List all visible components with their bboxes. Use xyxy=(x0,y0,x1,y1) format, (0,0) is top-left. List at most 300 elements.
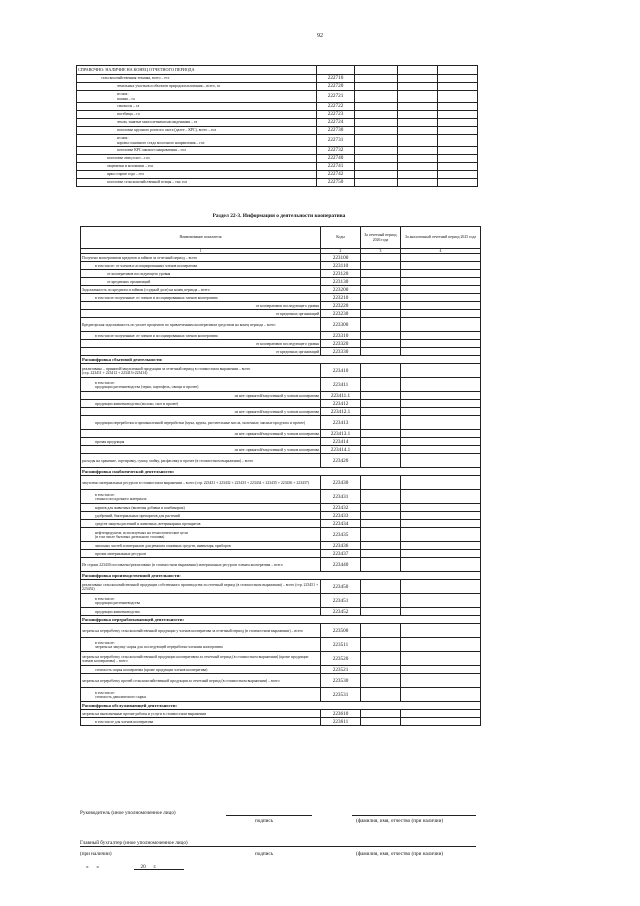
indicator-label: в том числе: от членов и ассоциированных членов кооператива xyxy=(81,262,321,270)
indicator-value-cell[interactable] xyxy=(401,318,481,332)
indicator-value-cell[interactable] xyxy=(361,254,401,262)
indicator-row xyxy=(81,286,481,294)
inventory-value-cell[interactable] xyxy=(355,135,398,147)
accountant-sub-label: (при наличии) xyxy=(80,851,112,857)
inventory-value-cell[interactable] xyxy=(398,147,438,155)
indicator-label: реализовано – принятой/закупленной продукции за отчетный период в стоимостном выражении – всего (стр. 223411 + 223412 + 223413+223414) xyxy=(81,364,321,378)
indicator-code: 223412.1 xyxy=(321,408,361,416)
indicator-label: в том числе: стоимость давальческого сырья xyxy=(81,688,321,702)
indicator-code: 223413.1 xyxy=(321,430,361,438)
indicator-value-cell[interactable] xyxy=(401,310,481,318)
inventory-value-cell[interactable] xyxy=(438,111,478,119)
inventory-row xyxy=(77,119,478,127)
indicator-code: 223530 xyxy=(321,674,361,688)
indicator-label: затраты на переработку сельскохозяйственной продукции кооперативом за отчетный период (в стоимостном выражении) (кроме продукции членов кооператива) – всего xyxy=(81,652,321,666)
indicator-row xyxy=(81,270,481,278)
indicator-value-cell[interactable] xyxy=(361,400,401,408)
inventory-table xyxy=(76,65,478,187)
indicator-label: из нее: принятой/закупленной у членов кооператива xyxy=(81,430,321,438)
indicator-label: нефтепродуктов, используемых на технологические цели (в том числе бытовых дизельного топлива) xyxy=(81,528,321,542)
inventory-row-code: 222724 xyxy=(317,119,355,127)
indicator-value-cell[interactable] xyxy=(361,364,401,378)
indicator-value-cell[interactable] xyxy=(361,332,401,340)
indicator-label: в том числе: семян и посадочного материала xyxy=(81,490,321,504)
indicator-row xyxy=(81,558,481,572)
inventory-value-cell[interactable] xyxy=(438,179,478,187)
inventory-row-label: поголовье сельскохозяйственной птицы – тыс гол xyxy=(77,179,317,187)
inventory-value-cell[interactable] xyxy=(398,171,438,179)
inventory-value-cell[interactable] xyxy=(355,75,398,83)
indicator-value-cell[interactable] xyxy=(401,392,481,400)
indicator-value-cell[interactable] xyxy=(401,416,481,430)
head-signature-line xyxy=(226,815,312,816)
inventory-value-cell[interactable] xyxy=(355,83,398,91)
indicator-row xyxy=(81,710,481,718)
inventory-value-cell[interactable] xyxy=(398,163,438,171)
head-signature-label: Руководитель (иное уполномоченное лицо) xyxy=(80,810,176,816)
indicator-row xyxy=(81,400,481,408)
inventory-row xyxy=(77,83,478,91)
indicator-row xyxy=(81,528,481,542)
indicator-value-cell[interactable] xyxy=(401,550,481,558)
indicator-row xyxy=(81,718,481,726)
indicator-value-cell[interactable] xyxy=(361,318,401,332)
inventory-row xyxy=(77,155,478,163)
indicator-value-cell[interactable] xyxy=(401,378,481,392)
inventory-row-label: поголовье КРС мясного направления – гол xyxy=(77,147,317,155)
indicator-value-cell[interactable] xyxy=(401,476,481,490)
indicator-row xyxy=(81,638,481,652)
inventory-value-cell[interactable] xyxy=(438,83,478,91)
indicator-row xyxy=(81,454,481,468)
accountant-line xyxy=(80,846,476,847)
inventory-value-cell[interactable] xyxy=(355,171,398,179)
column-number: 3 xyxy=(361,249,401,254)
inventory-value-cell[interactable] xyxy=(438,127,478,135)
indicator-label: в том числе полученные: от членов и ассоциированных членов кооператива xyxy=(81,294,321,302)
date-line: « » 20 г. xyxy=(86,864,157,870)
section-heading-row xyxy=(81,468,481,476)
indicator-value-cell[interactable] xyxy=(401,558,481,572)
indicator-value-cell[interactable] xyxy=(361,278,401,286)
indicator-label: удобрений, бактериальных препаратов для растений xyxy=(81,512,321,520)
indicator-label: расходы на хранение, сортировку, сушку, мойку, расфасовку и прочее (в стоимостном выражении) – всего xyxy=(81,454,321,468)
indicator-label: прочих материальных ресурсов xyxy=(81,550,321,558)
indicator-value-cell[interactable] xyxy=(401,490,481,504)
indicator-value-cell[interactable] xyxy=(401,624,481,638)
indicator-value-cell[interactable] xyxy=(361,446,401,454)
indicator-code: 223410 xyxy=(321,364,361,378)
indicator-value-cell[interactable] xyxy=(401,302,481,310)
inventory-value-cell[interactable] xyxy=(438,75,478,83)
inventory-value-cell[interactable] xyxy=(355,119,398,127)
column-number: 1 xyxy=(81,249,321,254)
column-header-code: Коды xyxy=(321,227,361,249)
indicator-value-cell[interactable] xyxy=(401,710,481,718)
head-fio-line xyxy=(352,815,476,816)
indicator-value-cell[interactable] xyxy=(361,666,401,674)
indicator-label: запасных частей и материалов для ремонта основных средств, инвентаря, приборов xyxy=(81,542,321,550)
indicator-row xyxy=(81,348,481,356)
indicator-value-cell[interactable] xyxy=(401,652,481,666)
indicator-row xyxy=(81,542,481,550)
indicator-value-cell[interactable] xyxy=(361,718,401,726)
indicator-value-cell[interactable] xyxy=(361,294,401,302)
indicator-value-cell[interactable] xyxy=(361,270,401,278)
indicator-value-cell[interactable] xyxy=(361,490,401,504)
indicator-row xyxy=(81,666,481,674)
inventory-value-cell[interactable] xyxy=(355,179,398,187)
indicator-row xyxy=(81,254,481,262)
indicator-code: 223611 xyxy=(321,718,361,726)
indicator-label: в том числе: продукции растениеводства (зерно, картофель, овощи и прочее) xyxy=(81,378,321,392)
indicator-value-cell[interactable] xyxy=(361,286,401,294)
inventory-row-code: 222730 xyxy=(317,127,355,135)
inventory-value-cell[interactable] xyxy=(398,127,438,135)
indicator-label: затраты на переработку сельскохозяйственной продукции у членов кооператива за отчетный период (в стоимостном выражении) – всего xyxy=(81,624,321,638)
indicator-value-cell[interactable] xyxy=(361,512,401,520)
indicator-label: в том числе для членов кооператива xyxy=(81,718,321,726)
indicator-value-cell[interactable] xyxy=(401,400,481,408)
inventory-row-label: пастбища – га xyxy=(77,111,317,119)
indicator-value-cell[interactable] xyxy=(361,594,401,608)
indicator-code: 223420 xyxy=(321,454,361,468)
indicator-code: 223130 xyxy=(321,278,361,286)
inventory-row xyxy=(77,91,478,103)
indicator-value-cell[interactable] xyxy=(401,446,481,454)
inventory-table-header: СПРАВОЧНО: НАЛИЧИЕ НА КОНЕЦ ОТЧЕТНОГО ПЕРИОДА xyxy=(77,66,317,75)
inventory-row-code: 222731 xyxy=(317,135,355,147)
indicator-label: затраты на переработку прочей сельскохозяйственной продукции за отчетный период (в стоимостном выражении) – всего xyxy=(81,674,321,688)
column-header-current: За отчетный период 2026 года xyxy=(361,227,401,249)
inventory-value-cell[interactable] xyxy=(355,127,398,135)
inventory-row xyxy=(77,135,478,147)
section-heading-row xyxy=(81,356,481,364)
inventory-row-label: ярки старше года – гол xyxy=(77,171,317,179)
indicator-label: от кооперативов последующего уровня xyxy=(81,270,321,278)
indicator-label: кормов для животных (включая добавки и комбикорма) xyxy=(81,504,321,512)
indicator-code: 223511 xyxy=(321,638,361,652)
indicator-value-cell[interactable] xyxy=(401,512,481,520)
indicator-code: 223100 xyxy=(321,254,361,262)
indicator-value-cell[interactable] xyxy=(361,302,401,310)
indicator-value-cell[interactable] xyxy=(401,454,481,468)
inventory-row xyxy=(77,147,478,155)
indicator-label: от кредитных организаций xyxy=(81,310,321,318)
indicator-label: Расшифровка производственной деятельности: xyxy=(81,572,481,580)
indicator-value-cell[interactable] xyxy=(361,262,401,270)
indicator-code: 223436 xyxy=(321,542,361,550)
indicator-code: 223435 xyxy=(321,528,361,542)
indicator-value-cell[interactable] xyxy=(361,416,401,430)
inventory-value-cell[interactable] xyxy=(355,163,398,171)
indicator-row xyxy=(81,652,481,666)
inventory-value-cell[interactable] xyxy=(398,75,438,83)
indicator-value-cell[interactable] xyxy=(401,286,481,294)
inventory-value-cell[interactable] xyxy=(398,135,438,147)
indicator-value-cell[interactable] xyxy=(401,278,481,286)
indicator-row xyxy=(81,416,481,430)
indicator-value-cell[interactable] xyxy=(401,348,481,356)
indicator-row xyxy=(81,608,481,616)
inventory-row-code: 222710 xyxy=(317,75,355,83)
indicator-value-cell[interactable] xyxy=(361,348,401,356)
inventory-row xyxy=(77,111,478,119)
indicator-label: Получено кооперативом кредитов и займов за отчетный период – всего xyxy=(81,254,321,262)
indicator-value-cell[interactable] xyxy=(361,558,401,572)
indicator-value-cell[interactable] xyxy=(361,310,401,318)
indicator-row xyxy=(81,504,481,512)
indicator-code: 223433 xyxy=(321,512,361,520)
indicator-row xyxy=(81,294,481,302)
inventory-row-code: 222732 xyxy=(317,147,355,155)
indicator-value-cell[interactable] xyxy=(361,688,401,702)
indicator-value-cell[interactable] xyxy=(361,520,401,528)
date-month-line xyxy=(134,869,184,870)
indicator-code: 223110 xyxy=(321,262,361,270)
indicator-row xyxy=(81,310,481,318)
inventory-value-cell[interactable] xyxy=(398,83,438,91)
indicator-label: в том числе: продукции растениеводства xyxy=(81,594,321,608)
indicator-value-cell[interactable] xyxy=(361,550,401,558)
indicator-row xyxy=(81,674,481,688)
indicator-row xyxy=(81,278,481,286)
page-number: 92 xyxy=(317,33,323,39)
indicator-code: 223440 xyxy=(321,558,361,572)
indicator-label: продукции животноводства (молоко, скот и прочее) xyxy=(81,400,321,408)
indicator-value-cell[interactable] xyxy=(401,520,481,528)
inventory-row-label: земельных участков и объектов природопользования – всего, га xyxy=(77,83,317,91)
indicator-value-cell[interactable] xyxy=(401,262,481,270)
indicator-value-cell[interactable] xyxy=(401,408,481,416)
indicator-code: 223430 xyxy=(321,476,361,490)
indicator-row xyxy=(81,392,481,400)
column-number: 4 xyxy=(401,249,481,254)
indicator-code: 223610 xyxy=(321,710,361,718)
inventory-row-label: из них: пашни – га xyxy=(77,91,317,103)
inventory-row xyxy=(77,179,478,187)
indicator-row xyxy=(81,512,481,520)
inventory-value-cell[interactable] xyxy=(355,111,398,119)
inventory-value-cell[interactable] xyxy=(398,155,438,163)
inventory-row-label: поголовье овец и коз – гол xyxy=(77,155,317,163)
inventory-row xyxy=(77,103,478,111)
inventory-value-cell[interactable] xyxy=(438,163,478,171)
indicator-value-cell[interactable] xyxy=(361,638,401,652)
indicator-value-cell[interactable] xyxy=(361,528,401,542)
indicator-row xyxy=(81,430,481,438)
indicator-code: 223120 xyxy=(321,270,361,278)
inventory-row-label: сельскохозяйственная техника, всего – ест xyxy=(77,75,317,83)
indicator-row xyxy=(81,688,481,702)
indicator-code: 223320 xyxy=(321,340,361,348)
indicator-row xyxy=(81,408,481,416)
indicator-value-cell[interactable] xyxy=(401,340,481,348)
indicator-label: реализовано сельскохозяйственной продукции собственного производства за отчетный период (в стоимостном выражении) – всего (стр. 223451 + 223452) xyxy=(81,580,321,594)
inventory-value-cell[interactable] xyxy=(355,155,398,163)
indicator-label: средств защиты растений и животных, ветеринарных препаратов xyxy=(81,520,321,528)
indicator-value-cell[interactable] xyxy=(361,340,401,348)
inventory-value-cell[interactable] xyxy=(355,103,398,111)
column-header-previous: За аналогичный отчетный период 2025 года xyxy=(401,227,481,249)
indicator-code: 223200 xyxy=(321,286,361,294)
indicator-code: 223411.1 xyxy=(321,392,361,400)
indicator-value-cell[interactable] xyxy=(401,294,481,302)
indicator-code: 223431 xyxy=(321,490,361,504)
indicator-row xyxy=(81,476,481,490)
indicator-value-cell[interactable] xyxy=(401,542,481,550)
inventory-row-label: земли, занятые многолетними насаждениями – га xyxy=(77,119,317,127)
indicator-label: от кооперативов последующего уровня xyxy=(81,340,321,348)
accountant-fio-caption: (фамилия, имя, отчество (при наличии) xyxy=(356,851,444,857)
indicator-code: 223414 xyxy=(321,438,361,446)
indicator-value-cell[interactable] xyxy=(401,332,481,340)
indicator-row xyxy=(81,438,481,446)
head-sign-caption: подпись xyxy=(255,818,274,824)
inventory-value-cell[interactable] xyxy=(355,147,398,155)
inventory-value-cell[interactable] xyxy=(398,111,438,119)
inventory-value-cell[interactable] xyxy=(398,103,438,111)
indicator-value-cell[interactable] xyxy=(401,608,481,616)
inventory-row-code: 222721 xyxy=(317,91,355,103)
indicator-label: в том числе: затраты на закупку сырья для последующей переработки членами кооператива xyxy=(81,638,321,652)
head-fio-caption: (фамилия, имя, отчество (при наличии) xyxy=(356,818,444,824)
indicator-value-cell[interactable] xyxy=(401,430,481,438)
indicator-value-cell[interactable] xyxy=(401,674,481,688)
indicator-value-cell[interactable] xyxy=(361,542,401,550)
indicator-value-cell[interactable] xyxy=(361,652,401,666)
indicator-value-cell[interactable] xyxy=(361,674,401,688)
indicator-label: из нее: принятой/закупленной у членов кооператива xyxy=(81,392,321,400)
indicator-value-cell[interactable] xyxy=(361,454,401,468)
indicator-label: продукции переработки и промышленной переработки (мука, крупы, растительные масла, молочные, мясные продукты и прочее) xyxy=(81,416,321,430)
indicator-value-cell[interactable] xyxy=(401,270,481,278)
indicator-value-cell[interactable] xyxy=(361,430,401,438)
indicator-code: 223450 xyxy=(321,580,361,594)
inventory-row-code: 222722 xyxy=(317,103,355,111)
accountant-signature-label: Главный бухгалтер (иное уполномоченное лицо) xyxy=(80,840,188,846)
indicator-value-cell[interactable] xyxy=(361,580,401,594)
inventory-value-cell[interactable] xyxy=(398,91,438,103)
inventory-row xyxy=(77,75,478,83)
indicator-value-cell[interactable] xyxy=(401,364,481,378)
inventory-row xyxy=(77,127,478,135)
inventory-value-cell[interactable] xyxy=(398,179,438,187)
inventory-value-cell[interactable] xyxy=(438,119,478,127)
indicator-code: 223411 xyxy=(321,378,361,392)
indicator-value-cell[interactable] xyxy=(401,580,481,594)
section-heading-row xyxy=(81,572,481,580)
indicator-row xyxy=(81,318,481,332)
indicator-value-cell[interactable] xyxy=(361,392,401,400)
inventory-row-code: 222723 xyxy=(317,111,355,119)
indicator-row xyxy=(81,302,481,310)
indicator-label: закуплено материальных ресурсов в стоимостном выражении – всего (стр. 223431 + 223432 + 223433 + 223434 + 223435 + 223436 + 223437) xyxy=(81,476,321,490)
indicator-value-cell[interactable] xyxy=(361,624,401,638)
indicator-value-cell[interactable] xyxy=(361,438,401,446)
indicator-value-cell[interactable] xyxy=(361,504,401,512)
indicator-label: от кооперативов последующего уровня xyxy=(81,302,321,310)
indicator-label: Задолженность по кредитам и займам (ссудный долг) на конец периода – всего xyxy=(81,286,321,294)
indicator-label: Расшифровка снабженческой деятельности: xyxy=(81,468,481,476)
indicator-row xyxy=(81,594,481,608)
indicator-value-cell[interactable] xyxy=(361,710,401,718)
indicator-value-cell[interactable] xyxy=(401,718,481,726)
indicator-code: 223432 xyxy=(321,504,361,512)
inventory-value-cell[interactable] xyxy=(438,135,478,147)
inventory-row-code: 222740 xyxy=(317,155,355,163)
indicator-value-cell[interactable] xyxy=(401,438,481,446)
inventory-value-cell[interactable] xyxy=(438,155,478,163)
inventory-value-cell[interactable] xyxy=(438,171,478,179)
indicator-row xyxy=(81,550,481,558)
indicator-value-cell[interactable] xyxy=(401,254,481,262)
indicator-value-cell[interactable] xyxy=(361,608,401,616)
indicator-label: Расшифровка сбытовой деятельности: xyxy=(81,356,481,364)
indicator-value-cell[interactable] xyxy=(361,378,401,392)
indicator-label: из нее: принятой/закупленной у членов кооператива xyxy=(81,446,321,454)
indicator-code: 223412 xyxy=(321,400,361,408)
inventory-value-cell[interactable] xyxy=(438,147,478,155)
inventory-row-label: из них: коровы основного стада молочного направления – гол xyxy=(77,135,317,147)
inventory-row-label: поголовье крупного рогатого скота (далее – КРС), всего – гол xyxy=(77,127,317,135)
indicator-label: в том числе полученные: от членов и ассоциированных членов кооператива xyxy=(81,332,321,340)
indicator-value-cell[interactable] xyxy=(401,504,481,512)
indicator-code: 223520 xyxy=(321,652,361,666)
indicator-value-cell[interactable] xyxy=(401,638,481,652)
indicator-label: Расшифровка перерабатывающей деятельности: xyxy=(81,616,481,624)
indicator-row xyxy=(81,332,481,340)
indicator-label: от кредитных организаций xyxy=(81,278,321,286)
indicator-value-cell[interactable] xyxy=(401,594,481,608)
column-header-name: Наименование показателя xyxy=(81,227,321,249)
inventory-value-cell[interactable] xyxy=(438,91,478,103)
indicator-value-cell[interactable] xyxy=(361,408,401,416)
indicator-code: 223220 xyxy=(321,302,361,310)
inventory-row-code: 222750 xyxy=(317,179,355,187)
indicator-value-cell[interactable] xyxy=(401,666,481,674)
indicator-value-cell[interactable] xyxy=(361,476,401,490)
indicator-label: прочая продукция xyxy=(81,438,321,446)
indicator-code: 223437 xyxy=(321,550,361,558)
inventory-value-cell[interactable] xyxy=(355,91,398,103)
indicator-label: продукции животноводства xyxy=(81,608,321,616)
inventory-value-cell[interactable] xyxy=(438,103,478,111)
indicator-label: Из строки 223430 поставлено/реализовано (в стоимостном выражении) материальных ресурсов членам кооператива – всего xyxy=(81,558,321,572)
indicator-value-cell[interactable] xyxy=(401,528,481,542)
section-heading-row xyxy=(81,702,481,710)
indicator-label: из нее: принятой/закупленной у членов кооператива xyxy=(81,408,321,416)
cooperative-activity-table xyxy=(80,226,481,726)
indicator-code: 223434 xyxy=(321,520,361,528)
column-number: 2 xyxy=(321,249,361,254)
indicator-code: 223230 xyxy=(321,310,361,318)
indicator-code: 223500 xyxy=(321,624,361,638)
indicator-label: от кредитных организаций xyxy=(81,348,321,356)
indicator-value-cell[interactable] xyxy=(401,688,481,702)
indicator-code: 223451 xyxy=(321,594,361,608)
indicator-code: 223452 xyxy=(321,608,361,616)
indicator-row xyxy=(81,262,481,270)
indicator-code: 223531 xyxy=(321,688,361,702)
indicator-row xyxy=(81,446,481,454)
inventory-row-code: 222741 xyxy=(317,163,355,171)
indicator-code: 223413 xyxy=(321,416,361,430)
indicator-code: 223330 xyxy=(321,348,361,356)
indicator-row xyxy=(81,364,481,378)
inventory-value-cell[interactable] xyxy=(398,119,438,127)
indicator-code: 223300 xyxy=(321,318,361,332)
